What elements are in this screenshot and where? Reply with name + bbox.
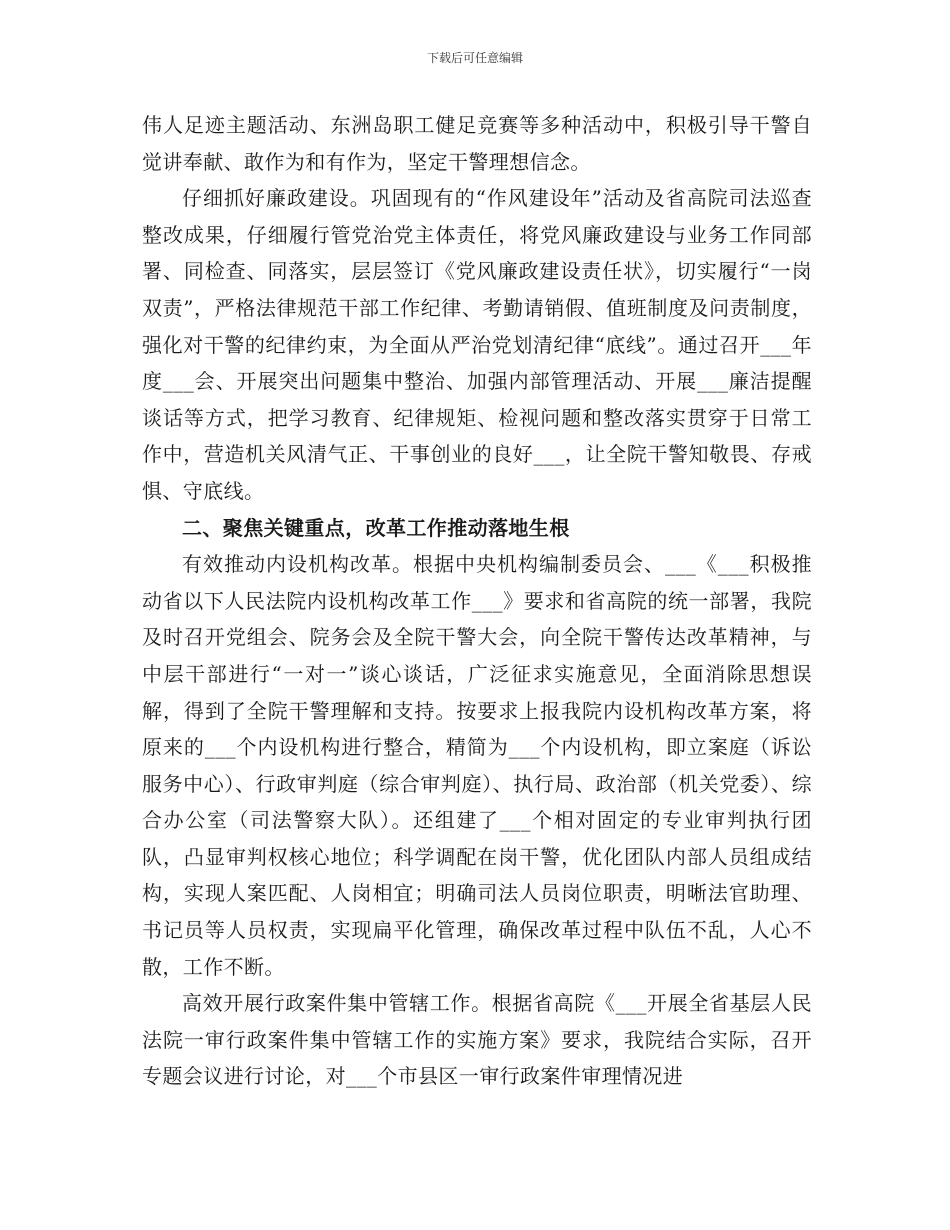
document-body [142,107,812,1095]
paragraph-internal-reform: 有效推动内设机构改革。根据中央机构编制委员会、___《___积极推动省以下人民法院内设机构改革工作___》要求和省高院的统一部署，我院及时召开党组会、院务会及全院干警大会，向全院干警传达改革精神，与中层干部进行“一对一”谈心谈话，广泛征求实施意见，全面消除思想误解，得到了全院干警理解和支持。按要求上报我院内设机构改革方案，将原来的___个内设机构进行整合，精简为___个内设机构，即立案庭（诉讼服务中心）、行政审判庭（综合审判庭）、执行局、政治部（机关党委）、综合办公室（司法警察大队）。还组建了___个相对固定的专业审判执行团队，凸显审判权核心地位；科学调配在岗干警，优化团队内部人员组成结构，实现人案匹配、人岗相宜；明确司法人员岗位职责，明晰法官助理、书记员等人员权责，实现扁平化管理，确保改革过程中队伍不乱，人心不散，工作不断。 [142,552,812,979]
section-heading-2: 二、聚焦关键重点，改革工作推动落地生根 [182,515,570,540]
paragraph-clean-governance: 仔细抓好廉政建设。巩固现有的“作风建设年”活动及省高院司法巡查整改成果，仔细履行管党治党主体责任，将党风廉政建设与业务工作同部署、同检查、同落实，层层签订《党风廉政建设责任状》，切实履行“一岗双责”，严格法律规范干部工作纪律、考勤请销假、值班制度及问责制度，强化对干警的纪律约束，为全面从严治党划清纪律“底线”。通过召开___年度___会、开展突出问题集中整治、加强内部管理活动、开展___廉洁提醒谈话等方式，把学习教育、纪律规矩、检视问题和整改落实贯穿于日常工作中，营造机关风清气正、干事创业的良好___，让全院干警知敬畏、存戒惧、守底线。 [142,186,812,503]
paragraph-continued: 伟人足迹主题活动、东洲岛职工健足竞赛等多种活动中，积极引导干警自觉讲奉献、敢作为和有作为，坚定干警理想信念。 [142,113,812,174]
paragraph-administrative-cases: 高效开展行政案件集中管辖工作。根据省高院《___开展全省基层人民法院一审行政案件集中管辖工作的实施方案》要求，我院结合实际，召开专题会议进行讨论，对___个市县区一审行政案件审理情况进 [142,991,812,1089]
page-header: 下载后可任意编辑 [426,51,523,65]
